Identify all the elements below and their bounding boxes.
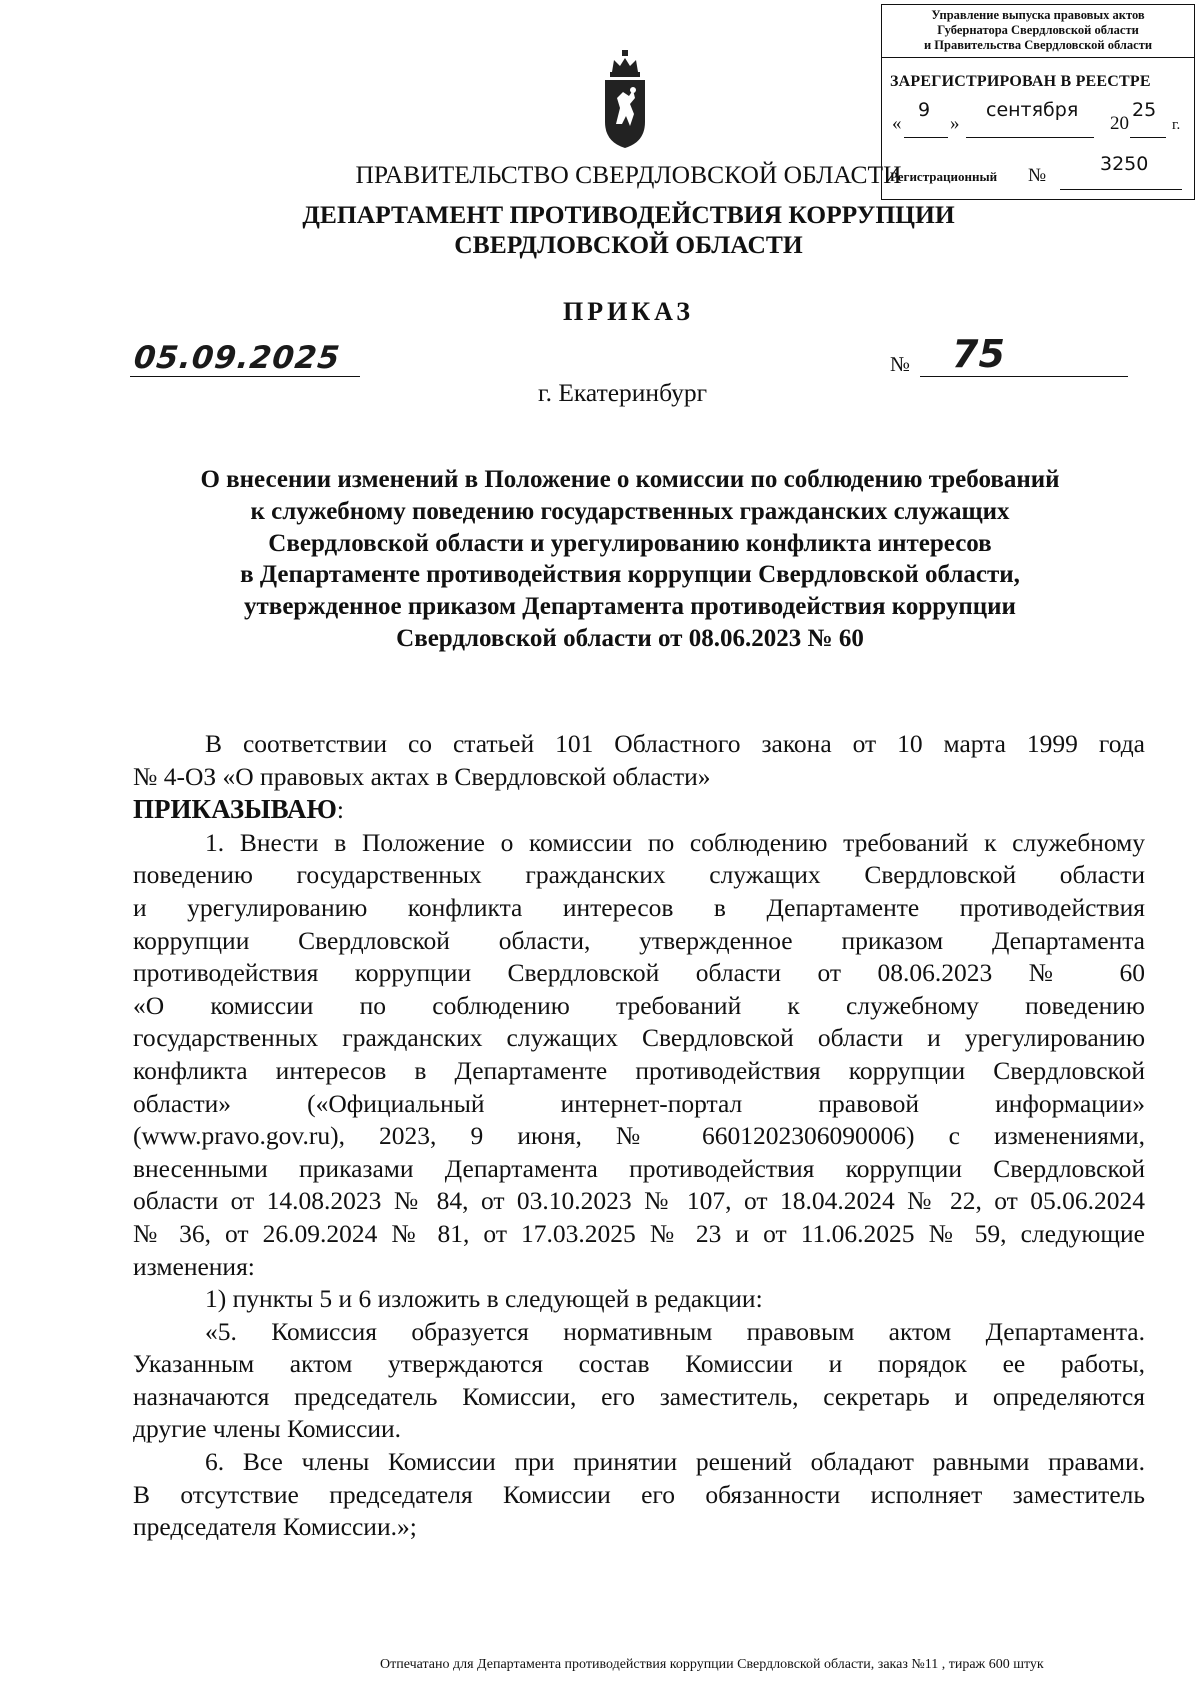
stamp-office-line: и Правительства Свердловской области — [923, 38, 1153, 52]
stamp-year-unit: г. — [1172, 117, 1181, 133]
order-number-sign: № — [890, 352, 911, 376]
order-number-line — [920, 376, 1128, 377]
item1-line: № 36, от 26.09.2024 № 81, от 17.03.2025 № 23 и от 11.06.2025 № 59, следующие — [133, 1218, 1145, 1248]
stamp-year-line — [1130, 137, 1166, 138]
item1-line: 1. Внести в Положение о комиссии по соблюдению требований к служебному — [205, 827, 1145, 857]
stamp-quote-open: « — [892, 113, 902, 134]
department-heading-line1: ДЕПАРТАМЕНТ ПРОТИВОДЕЙСТВИЯ КОРРУПЦИИ — [302, 200, 955, 229]
government-heading: ПРАВИТЕЛЬСТВО СВЕРДЛОВСКОЙ ОБЛАСТИ — [355, 160, 902, 189]
title-line: в Департаменте противодействия коррупции Свердловской области, — [240, 561, 1020, 589]
stamp-registered-label: ЗАРЕГИСТРИРОВАН В РЕЕСТРЕ — [890, 73, 1151, 90]
item1-line: изменения: — [133, 1251, 255, 1281]
item1-line: противодействия коррупции Свердловской области от 08.06.2023 № 60 — [133, 958, 1145, 988]
title-line: утвержденное приказом Департамента противодействия коррупции — [244, 593, 1016, 621]
preamble-line: № 4-ОЗ «О правовых актах в Свердловской области» — [133, 761, 711, 791]
coat-of-arms-icon — [600, 50, 650, 150]
order-date: 05.09.2025 — [132, 340, 343, 376]
item1-line: внесенными приказами Департамента противодействия коррупции Свердловской — [133, 1153, 1145, 1183]
stamp-reg-number: 3250 — [1100, 153, 1149, 175]
item1-line: (www.pravo.gov.ru), 2023, 9 июня, № 6601202306090006) с изменениями, — [133, 1121, 1145, 1151]
item1-line: области от 14.08.2023 № 84, от 03.10.2023 № 107, от 18.04.2024 № 22, от 05.06.2024 — [133, 1186, 1145, 1216]
order-date-line — [130, 376, 360, 377]
item1-line: конфликта интересов в Департаменте противодействия коррупции Свердловской — [133, 1055, 1145, 1085]
city: г. Екатеринбург — [538, 378, 708, 407]
document-body — [133, 728, 1145, 1544]
point5-line: другие члены Комиссии. — [133, 1414, 402, 1444]
stamp-year-prefix: 20 — [1110, 113, 1129, 134]
point5-line: «5. Комиссия образуется нормативным правовым актом Департамента. — [205, 1316, 1145, 1346]
stamp-day-line — [904, 137, 948, 138]
stamp-month: сентября — [986, 99, 1079, 121]
title-line: Свердловской области от 08.06.2023 № 60 — [396, 624, 864, 652]
title-line: Свердловской области и урегулированию конфликта интересов — [268, 529, 992, 557]
item1-line: коррупции Свердловской области, утвержденное приказом Департамента — [133, 925, 1145, 955]
stamp-day: 9 — [918, 99, 931, 121]
document-type-heading: ПРИКАЗ — [562, 297, 695, 326]
stamp-date-row — [890, 99, 1190, 143]
order-word-text: ПРИКАЗЫВАЮ — [133, 794, 337, 825]
stamp-month-line — [966, 137, 1094, 138]
order-word — [133, 793, 1145, 827]
subitem1-line: 1) пункты 5 и 6 изложить в следующей в редакции: — [205, 1284, 763, 1314]
title-line: к служебному поведению государственных гражданских служащих — [250, 497, 1010, 525]
point5-line: Указанным актом утверждаются состав Комиссии и порядок ее работы, — [133, 1349, 1145, 1379]
order-colon: : — [336, 795, 344, 825]
item1-line: «О комиссии по соблюдению требований к служебному поведению — [133, 990, 1145, 1020]
stamp-year-suffix: 25 — [1132, 99, 1157, 121]
order-number: 75 — [952, 332, 1005, 376]
point6-line: 6. Все члены Комиссии при принятии решений обладают равными правами. — [205, 1447, 1145, 1477]
item1-line: области» («Официальный интернет-портал правовой информации» — [133, 1088, 1145, 1118]
department-heading-line2: СВЕРДЛОВСКОЙ ОБЛАСТИ — [454, 230, 803, 259]
print-imprint: Отпечатано для Департамента противодействия коррупции Свердловской области, заказ №11 , тираж 600 штук — [380, 1657, 1044, 1672]
title-line: О внесении изменений в Положение о комиссии по соблюдению требований — [200, 466, 1060, 493]
stamp-office-line: Управление выпуска правовых актов — [931, 8, 1145, 22]
document-title — [90, 464, 1170, 655]
point5-line: назначаются председатель Комиссии, его заместитель, секретарь и определяются — [133, 1381, 1145, 1411]
preamble-line: В соответствии со статьей 101 Областного закона от 10 марта 1999 года — [205, 729, 1145, 758]
stamp-reg-label: Регистрационный — [890, 169, 998, 184]
item1-line: государственных гражданских служащих Свердловской области и урегулированию — [133, 1023, 1145, 1053]
stamp-office-header — [882, 5, 1194, 58]
point6-line: председателя Комиссии.»; — [133, 1512, 417, 1542]
stamp-no-sign: № — [1028, 165, 1047, 186]
stamp-quote-close: » — [950, 113, 960, 134]
item1-line: поведению государственных гражданских служащих Свердловской области — [133, 860, 1145, 890]
stamp-office-line: Губернатора Свердловской области — [937, 23, 1139, 37]
item1-line: и урегулированию конфликта интересов в Департаменте противодействия — [133, 892, 1145, 922]
point6-line: В отсутствие председателя Комиссии его обязанности исполняет заместитель — [133, 1479, 1145, 1509]
